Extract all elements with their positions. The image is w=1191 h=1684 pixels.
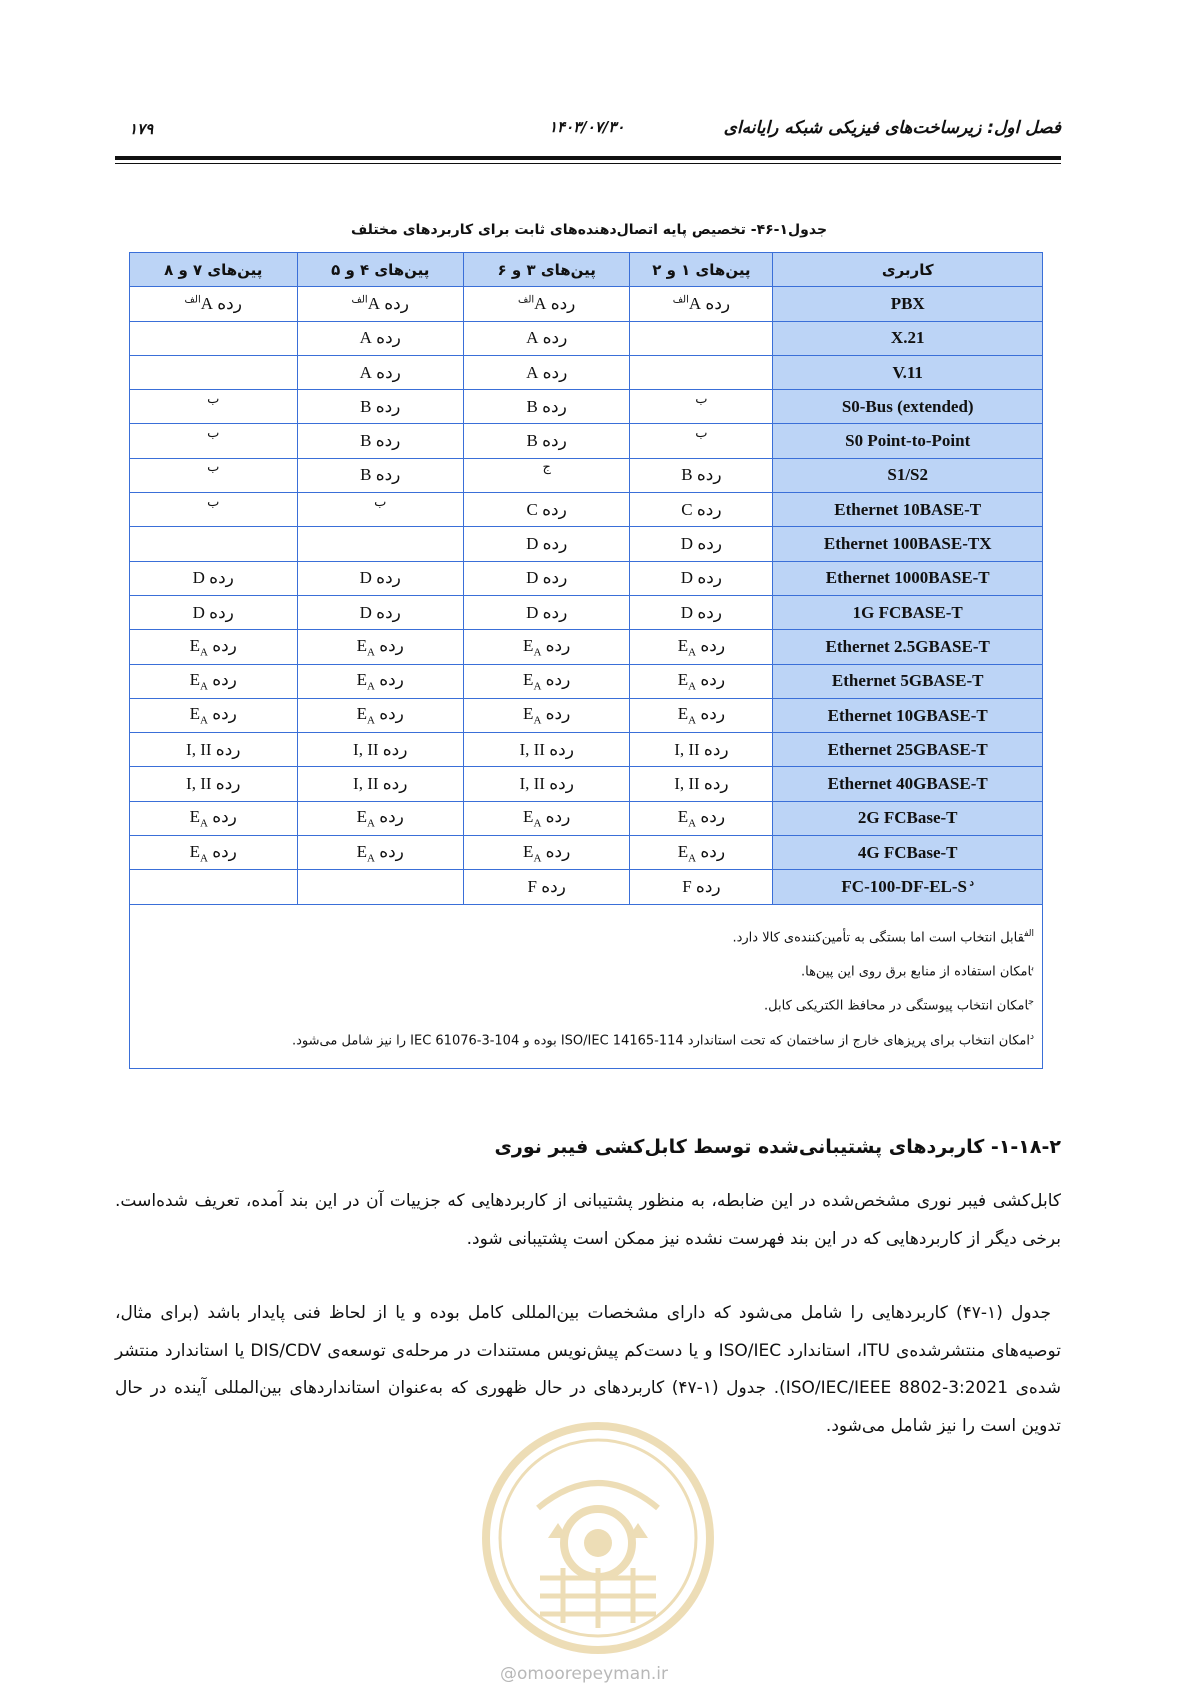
class-word: رده bbox=[541, 876, 566, 896]
class-word: رده bbox=[382, 774, 408, 794]
page-number: ۱۷۹ bbox=[129, 120, 154, 138]
chapter-title: فصل اول: زیرساخت‌های فیزیکی شبکه رایانه‌ای bbox=[723, 118, 1061, 138]
class-word: رده bbox=[215, 739, 241, 759]
cell-pins-3-6 bbox=[463, 355, 629, 389]
class-value: A bbox=[534, 293, 547, 313]
cell-pins-3-6 bbox=[463, 527, 629, 561]
cell-pins-7-8 bbox=[130, 733, 298, 767]
class-value: F bbox=[527, 876, 537, 896]
cell-pins-1-2 bbox=[630, 493, 773, 527]
application-cell: Ethernet 25GBASE-T bbox=[773, 733, 1043, 767]
cell-pins-3-6 bbox=[463, 836, 629, 870]
cell-pins-7-8 bbox=[130, 493, 298, 527]
class-value: $E_A$ bbox=[189, 704, 208, 727]
class-word: رده bbox=[379, 704, 404, 724]
application-cell: FC-100-DF-EL-S $^د$ bbox=[773, 870, 1043, 904]
cell-pins-4-5 bbox=[297, 836, 463, 870]
cell-pins-4-5 bbox=[297, 630, 463, 664]
table-caption: جدول۱-۴۶- تخصیص پایه اتصال‌دهنده‌های ثابت برای کاربردهای مختلف bbox=[350, 222, 828, 238]
class-word: رده bbox=[212, 841, 237, 861]
cell-pins-7-8 bbox=[130, 767, 298, 801]
cell-pins-3-6 bbox=[463, 321, 629, 355]
table-row bbox=[130, 561, 1043, 595]
cell-pins-4-5 bbox=[297, 733, 463, 767]
class-word: رده bbox=[376, 602, 401, 622]
cell-pins-1-2 bbox=[630, 836, 773, 870]
footnote-mark: الف bbox=[184, 294, 201, 306]
class-word: رده bbox=[379, 635, 404, 655]
class-word: رده bbox=[375, 465, 401, 485]
cell-pins-3-6 bbox=[463, 733, 629, 767]
page-header bbox=[117, 118, 1061, 148]
class-value: $E_A$ bbox=[677, 807, 697, 830]
class-value: $E_A$ bbox=[356, 635, 375, 659]
class-word: رده bbox=[209, 602, 234, 622]
cell-pins-3-6 bbox=[463, 664, 629, 698]
class-value: A bbox=[688, 293, 702, 313]
cell-pins-4-5 bbox=[297, 870, 463, 904]
class-word: رده bbox=[703, 774, 729, 794]
cell-pins-7-8 bbox=[130, 355, 298, 389]
footnote-mark: ب bbox=[207, 493, 220, 509]
class-word: رده bbox=[697, 534, 723, 554]
class-value: $E_A$ bbox=[677, 635, 697, 659]
table-header-row bbox=[130, 253, 1043, 287]
class-word: رده bbox=[545, 635, 571, 655]
section-heading: ۱-۱۸-۲- کاربردهای پشتیبانی‌شده توسط کابل‌کشی فیبر نوری bbox=[494, 1136, 1061, 1158]
header-pins-7-8: پین‌های ۷ و ۸ bbox=[130, 253, 298, 287]
cell-pins-1-2 bbox=[630, 630, 773, 664]
application-cell: Ethernet 10GBASE-T bbox=[773, 698, 1043, 732]
class-value: $E_A$ bbox=[356, 807, 375, 830]
cell-pins-7-8 bbox=[130, 458, 298, 492]
class-word: رده bbox=[384, 293, 409, 313]
class-word: رده bbox=[696, 465, 722, 485]
application-cell: Ethernet 100BASE-TX bbox=[773, 527, 1043, 561]
class-value: $E_A$ bbox=[356, 670, 375, 693]
cell-pins-4-5 bbox=[297, 390, 463, 424]
class-word: رده bbox=[382, 739, 408, 759]
cell-pins-4-5 bbox=[297, 767, 463, 801]
class-word: رده bbox=[700, 807, 726, 827]
class-word: رده bbox=[212, 807, 237, 827]
class-value: D bbox=[680, 602, 694, 622]
pin-assignment-table bbox=[129, 252, 1043, 1069]
cell-pins-1-2 bbox=[630, 355, 773, 389]
class-word: رده bbox=[542, 602, 568, 622]
class-value: $E_A$ bbox=[523, 635, 542, 659]
class-word: رده bbox=[697, 602, 723, 622]
footnote-mark: ب bbox=[374, 493, 387, 509]
class-word: رده bbox=[549, 739, 574, 759]
header-date: ۱۴۰۳/۰۷/۳۰ bbox=[549, 118, 625, 136]
class-value: D bbox=[359, 568, 372, 588]
class-value: A bbox=[526, 362, 539, 382]
class-word: رده bbox=[545, 704, 571, 724]
paragraph-2: جدول (۱-۴۷) کاربردهایی را شامل می‌شود که دارای مشخصات بین‌المللی کامل بوده و یا از لحاظ فنی پایدار باشد (برای مثال، توصیه‌های منتشرشده‌ی ITU، استاندارد ISO/IEC و یا دست‌کم پیش‌نویس مستندات در مرحله‌ی توسعه‌ی DIS/CDV یا استاندارد منتشر شده‌ی ISO/IEC/IEEE 8802-3:2021). جدول (۱-۴۷) کاربردهای در حال ظهوری که به‌عنوان استانداردهای بین‌المللی آینده در حال تدوین است را نیز شامل می‌شود. bbox=[115, 1303, 1062, 1436]
cell-pins-3-6 bbox=[463, 458, 629, 492]
header-rule-thin bbox=[115, 163, 1061, 164]
class-value: B bbox=[526, 396, 538, 416]
class-value: $E_A$ bbox=[523, 670, 542, 693]
application-cell: V.11 bbox=[773, 355, 1043, 389]
note-jim: $^ج$امکان انتخاب پیوستگی در محافظ الکتریکی کابل. bbox=[764, 997, 1034, 1014]
cell-pins-7-8 bbox=[130, 836, 298, 870]
cell-pins-7-8 bbox=[130, 321, 298, 355]
header-rule-thick bbox=[115, 156, 1061, 160]
cell-pins-4-5 bbox=[297, 527, 463, 561]
cell-pins-1-2 bbox=[630, 698, 773, 732]
class-word: رده bbox=[545, 807, 571, 827]
table-row bbox=[130, 355, 1043, 389]
cell-pins-4-5 bbox=[297, 561, 463, 595]
class-word: رده bbox=[696, 499, 722, 519]
class-word: رده bbox=[542, 431, 567, 451]
note-dal: $^د$امکان انتخاب برای پریزهای خارج از ساختمان که تحت استاندارد ISO/IEC 14165-114 بوده و IEC 61076-3-104 را نیز شامل می‌شود. bbox=[292, 1031, 1034, 1048]
cell-pins-1-2 bbox=[630, 390, 773, 424]
cell-pins-3-6 bbox=[463, 390, 629, 424]
class-value: I, II bbox=[186, 774, 212, 794]
class-value: D bbox=[192, 568, 205, 588]
class-value: I, II bbox=[519, 739, 545, 759]
class-word: رده bbox=[212, 704, 237, 724]
class-word: رده bbox=[545, 841, 571, 861]
cell-pins-3-6 bbox=[463, 870, 629, 904]
footnote-mark: الف bbox=[351, 294, 368, 306]
class-value: D bbox=[192, 602, 205, 622]
header-application: کاربری bbox=[773, 253, 1043, 287]
cell-pins-4-5 bbox=[297, 321, 463, 355]
table-row bbox=[130, 458, 1043, 492]
application-cell: Ethernet 5GBASE-T bbox=[773, 664, 1043, 698]
class-word: رده bbox=[700, 635, 726, 655]
cell-pins-7-8 bbox=[130, 287, 298, 321]
cell-pins-7-8 bbox=[130, 390, 298, 424]
class-value: $E_A$ bbox=[189, 670, 208, 693]
table-row bbox=[130, 493, 1043, 527]
cell-pins-7-8 bbox=[130, 527, 298, 561]
footnote-mark: الف bbox=[517, 294, 535, 306]
class-value: $E_A$ bbox=[189, 635, 208, 659]
table-row bbox=[130, 390, 1043, 424]
table-row bbox=[130, 664, 1043, 698]
cell-pins-3-6 bbox=[463, 493, 629, 527]
cell-pins-1-2 bbox=[630, 801, 773, 835]
class-value: B bbox=[360, 465, 372, 485]
class-value: $E_A$ bbox=[677, 841, 697, 864]
cell-pins-3-6 bbox=[463, 287, 629, 321]
application-cell: 1G FCBASE-T bbox=[773, 595, 1043, 629]
cell-pins-7-8 bbox=[130, 698, 298, 732]
note-be: $^ب$امکان استفاده از منابع برق روی این پین‌ها. bbox=[800, 962, 1034, 980]
class-value: A bbox=[200, 293, 214, 313]
class-value: B bbox=[360, 431, 372, 451]
cell-pins-1-2 bbox=[630, 287, 773, 321]
class-value: $E_A$ bbox=[523, 704, 542, 727]
class-word: رده bbox=[212, 670, 237, 690]
cell-pins-3-6 bbox=[463, 630, 629, 664]
class-word: رده bbox=[549, 774, 574, 794]
class-value: I, II bbox=[519, 774, 545, 794]
class-value: A bbox=[359, 328, 372, 348]
class-value: A bbox=[526, 328, 539, 348]
application-cell: Ethernet 40GBASE-T bbox=[773, 767, 1043, 801]
footnote-mark: ب bbox=[695, 425, 708, 441]
application-cell: 4G FCBase-T bbox=[773, 836, 1043, 870]
class-word: رده bbox=[542, 362, 568, 382]
application-cell: Ethernet 2.5GBASE-T bbox=[773, 630, 1043, 664]
footnote-mark: ب bbox=[695, 390, 708, 406]
application-cell: X.21 bbox=[773, 321, 1043, 355]
table-row bbox=[130, 287, 1043, 321]
cell-pins-1-2 bbox=[630, 767, 773, 801]
class-word: رده bbox=[376, 362, 401, 382]
class-value: I, II bbox=[353, 739, 379, 759]
footnote-mark: ب bbox=[207, 459, 220, 475]
class-value: $E_A$ bbox=[523, 807, 542, 830]
table-row bbox=[130, 767, 1043, 801]
cell-pins-7-8 bbox=[130, 870, 298, 904]
class-word: رده bbox=[700, 670, 726, 690]
class-word: رده bbox=[700, 704, 726, 724]
class-value: D bbox=[680, 534, 694, 554]
class-value: B bbox=[681, 465, 693, 485]
class-value: I, II bbox=[186, 739, 212, 759]
cell-pins-3-6 bbox=[463, 424, 629, 458]
class-word: رده bbox=[550, 293, 576, 313]
table-row bbox=[130, 527, 1043, 561]
application-cell: S1/S2 bbox=[773, 458, 1043, 492]
class-value: $E_A$ bbox=[523, 841, 542, 864]
class-value: A bbox=[359, 362, 372, 382]
class-value: $E_A$ bbox=[677, 670, 697, 693]
cell-pins-3-6 bbox=[463, 801, 629, 835]
note-alef: $^{الف}$قابل انتخاب است اما بستگی به تأمین‌کننده‌ی کالا دارد. bbox=[732, 928, 1034, 945]
class-word: رده bbox=[215, 774, 241, 794]
watermark-url: @omoorepeyman.ir bbox=[500, 1664, 669, 1684]
cell-pins-3-6 bbox=[463, 561, 629, 595]
application-cell: PBX bbox=[773, 287, 1043, 321]
cell-pins-7-8 bbox=[130, 595, 298, 629]
application-cell: Ethernet 1000BASE-T bbox=[773, 561, 1043, 595]
footnote-mark: ج bbox=[542, 459, 551, 475]
cell-pins-7-8 bbox=[130, 561, 298, 595]
class-word: رده bbox=[212, 635, 237, 655]
cell-pins-3-6 bbox=[463, 595, 629, 629]
class-word: رده bbox=[209, 568, 234, 588]
cell-pins-1-2 bbox=[630, 321, 773, 355]
cell-pins-4-5 bbox=[297, 424, 463, 458]
class-word: رده bbox=[379, 807, 404, 827]
class-value: C bbox=[681, 499, 693, 519]
class-value: $E_A$ bbox=[189, 807, 208, 830]
footnote-mark: د bbox=[967, 877, 974, 889]
class-value: F bbox=[682, 876, 692, 896]
class-word: رده bbox=[703, 739, 729, 759]
cell-pins-4-5 bbox=[297, 595, 463, 629]
class-value: $E_A$ bbox=[189, 841, 208, 864]
class-value: $E_A$ bbox=[677, 704, 697, 727]
class-value: D bbox=[526, 534, 539, 554]
table-row bbox=[130, 321, 1043, 355]
class-value: $E_A$ bbox=[356, 704, 375, 727]
header-pins-4-5: پین‌های ۴ و ۵ bbox=[297, 253, 463, 287]
class-word: رده bbox=[379, 670, 404, 690]
class-word: رده bbox=[217, 293, 242, 313]
class-word: رده bbox=[545, 670, 571, 690]
class-value: D bbox=[680, 568, 694, 588]
footnote-mark: ب bbox=[207, 390, 220, 406]
table-row bbox=[130, 630, 1043, 664]
cell-pins-7-8 bbox=[130, 801, 298, 835]
application-cell: Ethernet 10BASE-T bbox=[773, 493, 1043, 527]
class-value: I, II bbox=[353, 774, 379, 794]
table-body bbox=[130, 287, 1043, 904]
table-row bbox=[130, 424, 1043, 458]
cell-pins-4-5 bbox=[297, 493, 463, 527]
class-value: I, II bbox=[674, 774, 700, 794]
cell-pins-4-5 bbox=[297, 698, 463, 732]
class-word: رده bbox=[375, 431, 401, 451]
class-word: رده bbox=[705, 293, 731, 313]
cell-pins-3-6 bbox=[463, 767, 629, 801]
cell-pins-4-5 bbox=[297, 287, 463, 321]
table-row bbox=[130, 836, 1043, 870]
class-word: رده bbox=[542, 396, 567, 416]
class-word: رده bbox=[697, 568, 723, 588]
cell-pins-4-5 bbox=[297, 458, 463, 492]
footnote-mark: ب bbox=[207, 425, 220, 441]
cell-pins-4-5 bbox=[297, 355, 463, 389]
table-row bbox=[130, 801, 1043, 835]
class-value: B bbox=[360, 396, 372, 416]
cell-pins-1-2 bbox=[630, 595, 773, 629]
header-pins-1-2: پین‌های ۱ و ۲ bbox=[630, 253, 773, 287]
cell-pins-7-8 bbox=[130, 664, 298, 698]
class-value: B bbox=[526, 431, 538, 451]
application-cell: 2G FCBase-T bbox=[773, 801, 1043, 835]
table-row bbox=[130, 870, 1043, 904]
class-value: $E_A$ bbox=[356, 841, 375, 864]
cell-pins-4-5 bbox=[297, 801, 463, 835]
class-word: رده bbox=[379, 841, 404, 861]
class-value: A bbox=[367, 293, 380, 313]
class-value: I, II bbox=[674, 739, 700, 759]
footnote-mark: الف bbox=[672, 294, 689, 306]
cell-pins-1-2 bbox=[630, 664, 773, 698]
class-word: رده bbox=[700, 841, 726, 861]
header-pins-3-6: پین‌های ۳ و ۶ bbox=[463, 253, 629, 287]
cell-pins-1-2 bbox=[630, 870, 773, 904]
cell-pins-1-2 bbox=[630, 561, 773, 595]
class-word: رده bbox=[695, 876, 721, 896]
table-notes bbox=[130, 904, 1043, 1068]
table-row bbox=[130, 698, 1043, 732]
cell-pins-3-6 bbox=[463, 698, 629, 732]
paragraph-1: کابل‌کشی فیبر نوری مشخص‌شده در این ضابطه، به منظور پشتیبانی از کاربردهایی که جزییات آن در این بند آمده، تعریف شده‌است. برخی دیگر از کاربردهایی که در این بند فهرست نشده نیز ممکن است پشتیبانی شود. bbox=[115, 1191, 1061, 1249]
cell-pins-4-5 bbox=[297, 664, 463, 698]
class-word: رده bbox=[542, 499, 567, 519]
cell-pins-1-2 bbox=[630, 424, 773, 458]
table-notes-row bbox=[130, 904, 1043, 1068]
class-word: رده bbox=[376, 328, 401, 348]
class-value: C bbox=[526, 499, 538, 519]
class-word: رده bbox=[542, 328, 568, 348]
application-cell: S0 Point-to-Point bbox=[773, 424, 1043, 458]
cell-pins-7-8 bbox=[130, 424, 298, 458]
class-word: رده bbox=[376, 568, 401, 588]
cell-pins-1-2 bbox=[630, 458, 773, 492]
class-word: رده bbox=[375, 396, 401, 416]
cell-pins-7-8 bbox=[130, 630, 298, 664]
table-row bbox=[130, 595, 1043, 629]
cell-pins-1-2 bbox=[630, 527, 773, 561]
table-row bbox=[130, 733, 1043, 767]
application-cell: S0-Bus (extended) bbox=[773, 390, 1043, 424]
class-word: رده bbox=[542, 534, 568, 554]
publisher-seal-logo bbox=[478, 1418, 718, 1658]
class-value: D bbox=[526, 568, 539, 588]
class-word: رده bbox=[542, 568, 568, 588]
class-value: D bbox=[359, 602, 372, 622]
class-value: D bbox=[526, 602, 539, 622]
cell-pins-1-2 bbox=[630, 733, 773, 767]
